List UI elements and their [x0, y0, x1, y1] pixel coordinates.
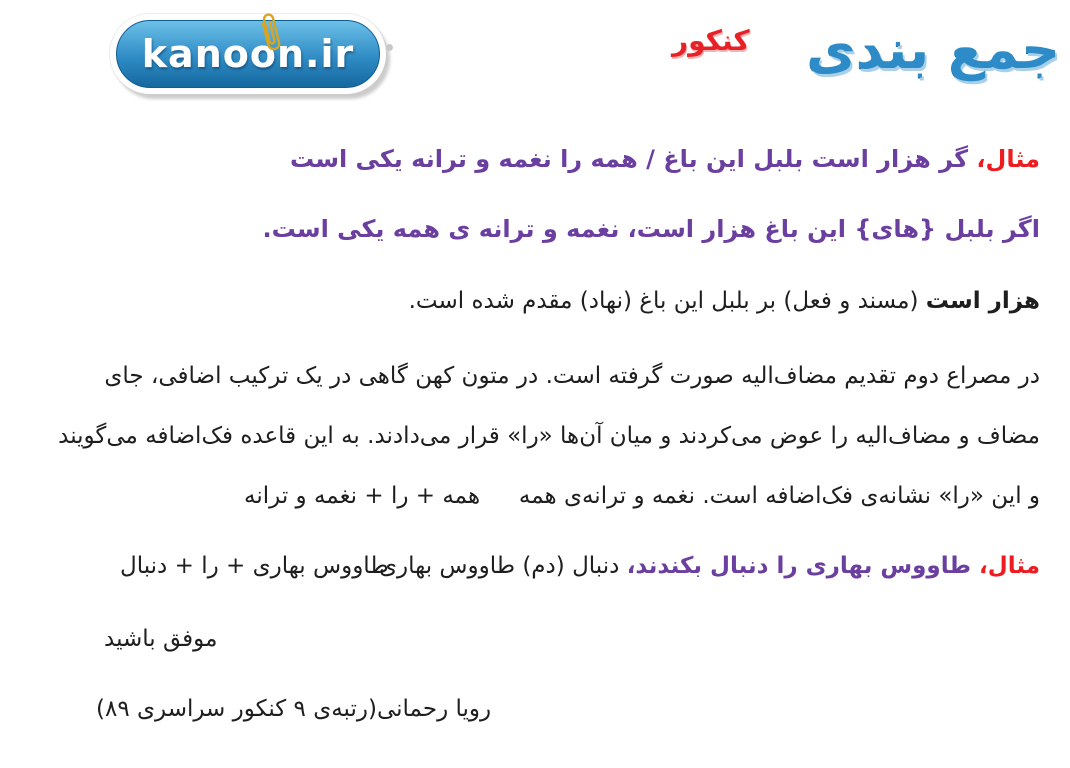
explanation-line-3: و این «را» نشانه‌ی فک‌اضافه است. نغمه و ترانه‌ی همه: [518, 483, 1040, 509]
example1-verse: گر هزار است بلبل این باغ / همه را نغمه و ترانه یکی است: [289, 145, 977, 173]
closing-wish: موفق باشید: [104, 626, 218, 652]
explanation-line-2: مضاف و مضاف‌الیه را عوض می‌کردند و میان آن‌ها «را» قرار می‌دادند. به این قاعده فک‌اضافه می‌گویند: [58, 423, 1040, 449]
author-signature: رویا رحمانی(رتبه‌ی ۹ کنکور سراسری ۸۹): [96, 696, 492, 722]
fek-ezafe-formula-2: طاووس بهاری + را + دنبال: [120, 553, 389, 579]
example2-verse: طاووس بهاری را دنبال بکندند،: [626, 553, 980, 579]
kanoon-logo-pill: [116, 20, 380, 88]
analysis-rest: (مسند و فعل) بر بلبل این باغ (نهاد) مقدم شده است.: [408, 288, 926, 314]
jambandi-accent-text: کنکور: [672, 24, 750, 57]
paraphrase-line: اگر بلبل {های} این باغ هزار است، نغمه و ترانه ی همه یکی است.: [262, 215, 1040, 243]
kanoon-logo-text: kanoon.ir: [141, 32, 355, 76]
example2-line: [379, 547, 1040, 585]
example1-line: [290, 140, 1040, 178]
analysis-bold-term: هزار است: [925, 288, 1040, 314]
kanoon-logo: [110, 14, 386, 94]
decorative-dot: [386, 44, 393, 51]
explanation-line-1: در مصراع دوم تقدیم مضاف‌الیه صورت گرفته است. در متون کهن گاهی در یک ترکیب اضافی، جای: [104, 363, 1040, 389]
analysis-line: [409, 282, 1040, 320]
example2-analysis: دنبال (دم) طاووس بهاری: [378, 553, 627, 579]
jambandi-main-text: جمع بندی: [806, 18, 1060, 81]
example2-label: مثال،: [979, 553, 1040, 579]
fek-ezafe-formula-1: همه + را + نغمه و ترانه: [244, 483, 481, 509]
jambandi-konkur-logo: [612, 16, 1064, 98]
example1-label: مثال،: [976, 145, 1040, 173]
